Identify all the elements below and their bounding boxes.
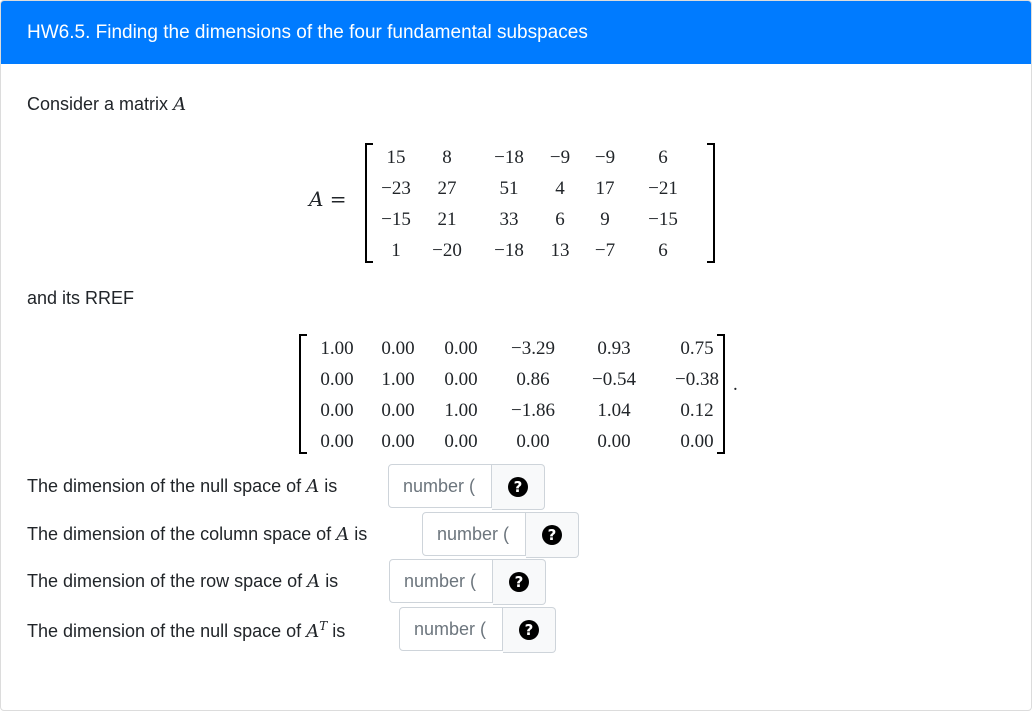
dimension-input[interactable]: number ( [399,607,503,651]
dimension-input[interactable]: number ( [389,559,493,603]
rref-cell: 0.00 [516,431,550,452]
matrix-a-cell: 13 [550,240,570,261]
rref-right-bracket [717,334,725,454]
matrix-a-cell: 15 [386,147,406,168]
help-button[interactable] [526,512,579,558]
rref-cell: 0.00 [320,431,354,452]
dimension-input[interactable]: number ( [422,512,526,556]
rref-cell: 1.00 [444,400,478,421]
matrix-a-cell: 27 [437,178,457,199]
rref-left-bracket [299,334,307,454]
rref-cell: −1.86 [511,400,555,421]
rref-cell: 0.00 [597,431,631,452]
question-body [1,64,1031,710]
question-2-label: The dimension of the column space of A is [27,524,368,545]
rref-label: and its RREF [27,288,135,308]
matrix-a [309,143,719,263]
rref-cell: 0.12 [680,400,714,421]
rref-cell: 0.00 [320,369,354,390]
dimension-input[interactable]: number ( [388,464,492,508]
matrix-a-grid [375,142,695,266]
rref-cell: 1.04 [597,400,631,421]
question-3-label: The dimension of the row space of A is [27,571,339,592]
question-1-label: The dimension of the null space of A is [27,476,338,497]
matrix-a-cell: 17 [595,178,615,199]
question-3-input-group [389,559,546,605]
matrix-a-cell: −9 [549,147,571,168]
card-header [1,1,1031,64]
matrix-a-cell: −15 [648,209,678,230]
question-4-label: The dimension of the null space of $A^T$ is [27,619,346,642]
right-bracket [707,143,715,263]
rref-period: . [733,374,738,395]
question-circle-icon: ? [519,620,539,640]
help-button[interactable] [492,464,545,510]
matrix-a-cell: 51 [499,178,519,199]
question-circle-icon: ? [542,525,562,545]
rref-cell: 0.00 [320,400,354,421]
matrix-a-cell: −15 [381,209,411,230]
help-button[interactable] [493,559,546,605]
matrix-a-cell: 1 [391,240,401,261]
rref-cell: 0.00 [381,431,415,452]
matrix-a-cell: 6 [658,147,668,168]
matrix-a-cell: 21 [437,209,457,230]
rref-cell: 0.00 [680,431,714,452]
rref-cell: 0.86 [516,369,550,390]
intro-text: Consider a matrix A [27,94,187,115]
left-bracket [365,143,373,263]
rref-cell: 1.00 [381,369,415,390]
rref-cell: 0.93 [597,338,631,359]
matrix-a-cell: −9 [594,147,616,168]
rref-cell: −0.38 [675,369,719,390]
rref-cell: 0.00 [444,338,478,359]
rref-cell: 1.00 [320,338,354,359]
rref-cell: 0.00 [444,431,478,452]
rref-cell: −0.54 [592,369,636,390]
question-4-input-group [399,607,556,653]
help-button[interactable] [503,607,556,653]
question-1-input-group [388,464,545,510]
matrix-a-cell: 6 [658,240,668,261]
question-2-input-group [422,512,579,558]
rref-cell: 0.00 [444,369,478,390]
matrix-a-cell: 8 [442,147,452,168]
matrix-a-cell: −20 [432,240,462,261]
matrix-a-label: A = [309,187,347,211]
matrix-a-cell: −23 [381,178,411,199]
matrix-a-cell: 9 [600,209,610,230]
question-circle-icon: ? [508,477,528,497]
matrix-a-cell: −7 [594,240,616,261]
matrix-a-cell: −18 [494,240,524,261]
matrix-a-cell: 33 [499,209,519,230]
matrix-a-cell: 6 [555,209,565,230]
matrix-a-cell: −18 [494,147,524,168]
rref-cell: −3.29 [511,338,555,359]
question-circle-icon: ? [509,572,529,592]
matrix-a-cell: −21 [648,178,678,199]
rref-matrix [299,334,749,450]
matrix-a-cell: 4 [555,178,565,199]
rref-cell: 0.00 [381,338,415,359]
question-title: HW6.5. Finding the dimensions of the four fundamental subspaces [27,21,588,43]
rref-grid [307,333,739,457]
rref-cell: 0.75 [680,338,714,359]
rref-cell: 0.00 [381,400,415,421]
